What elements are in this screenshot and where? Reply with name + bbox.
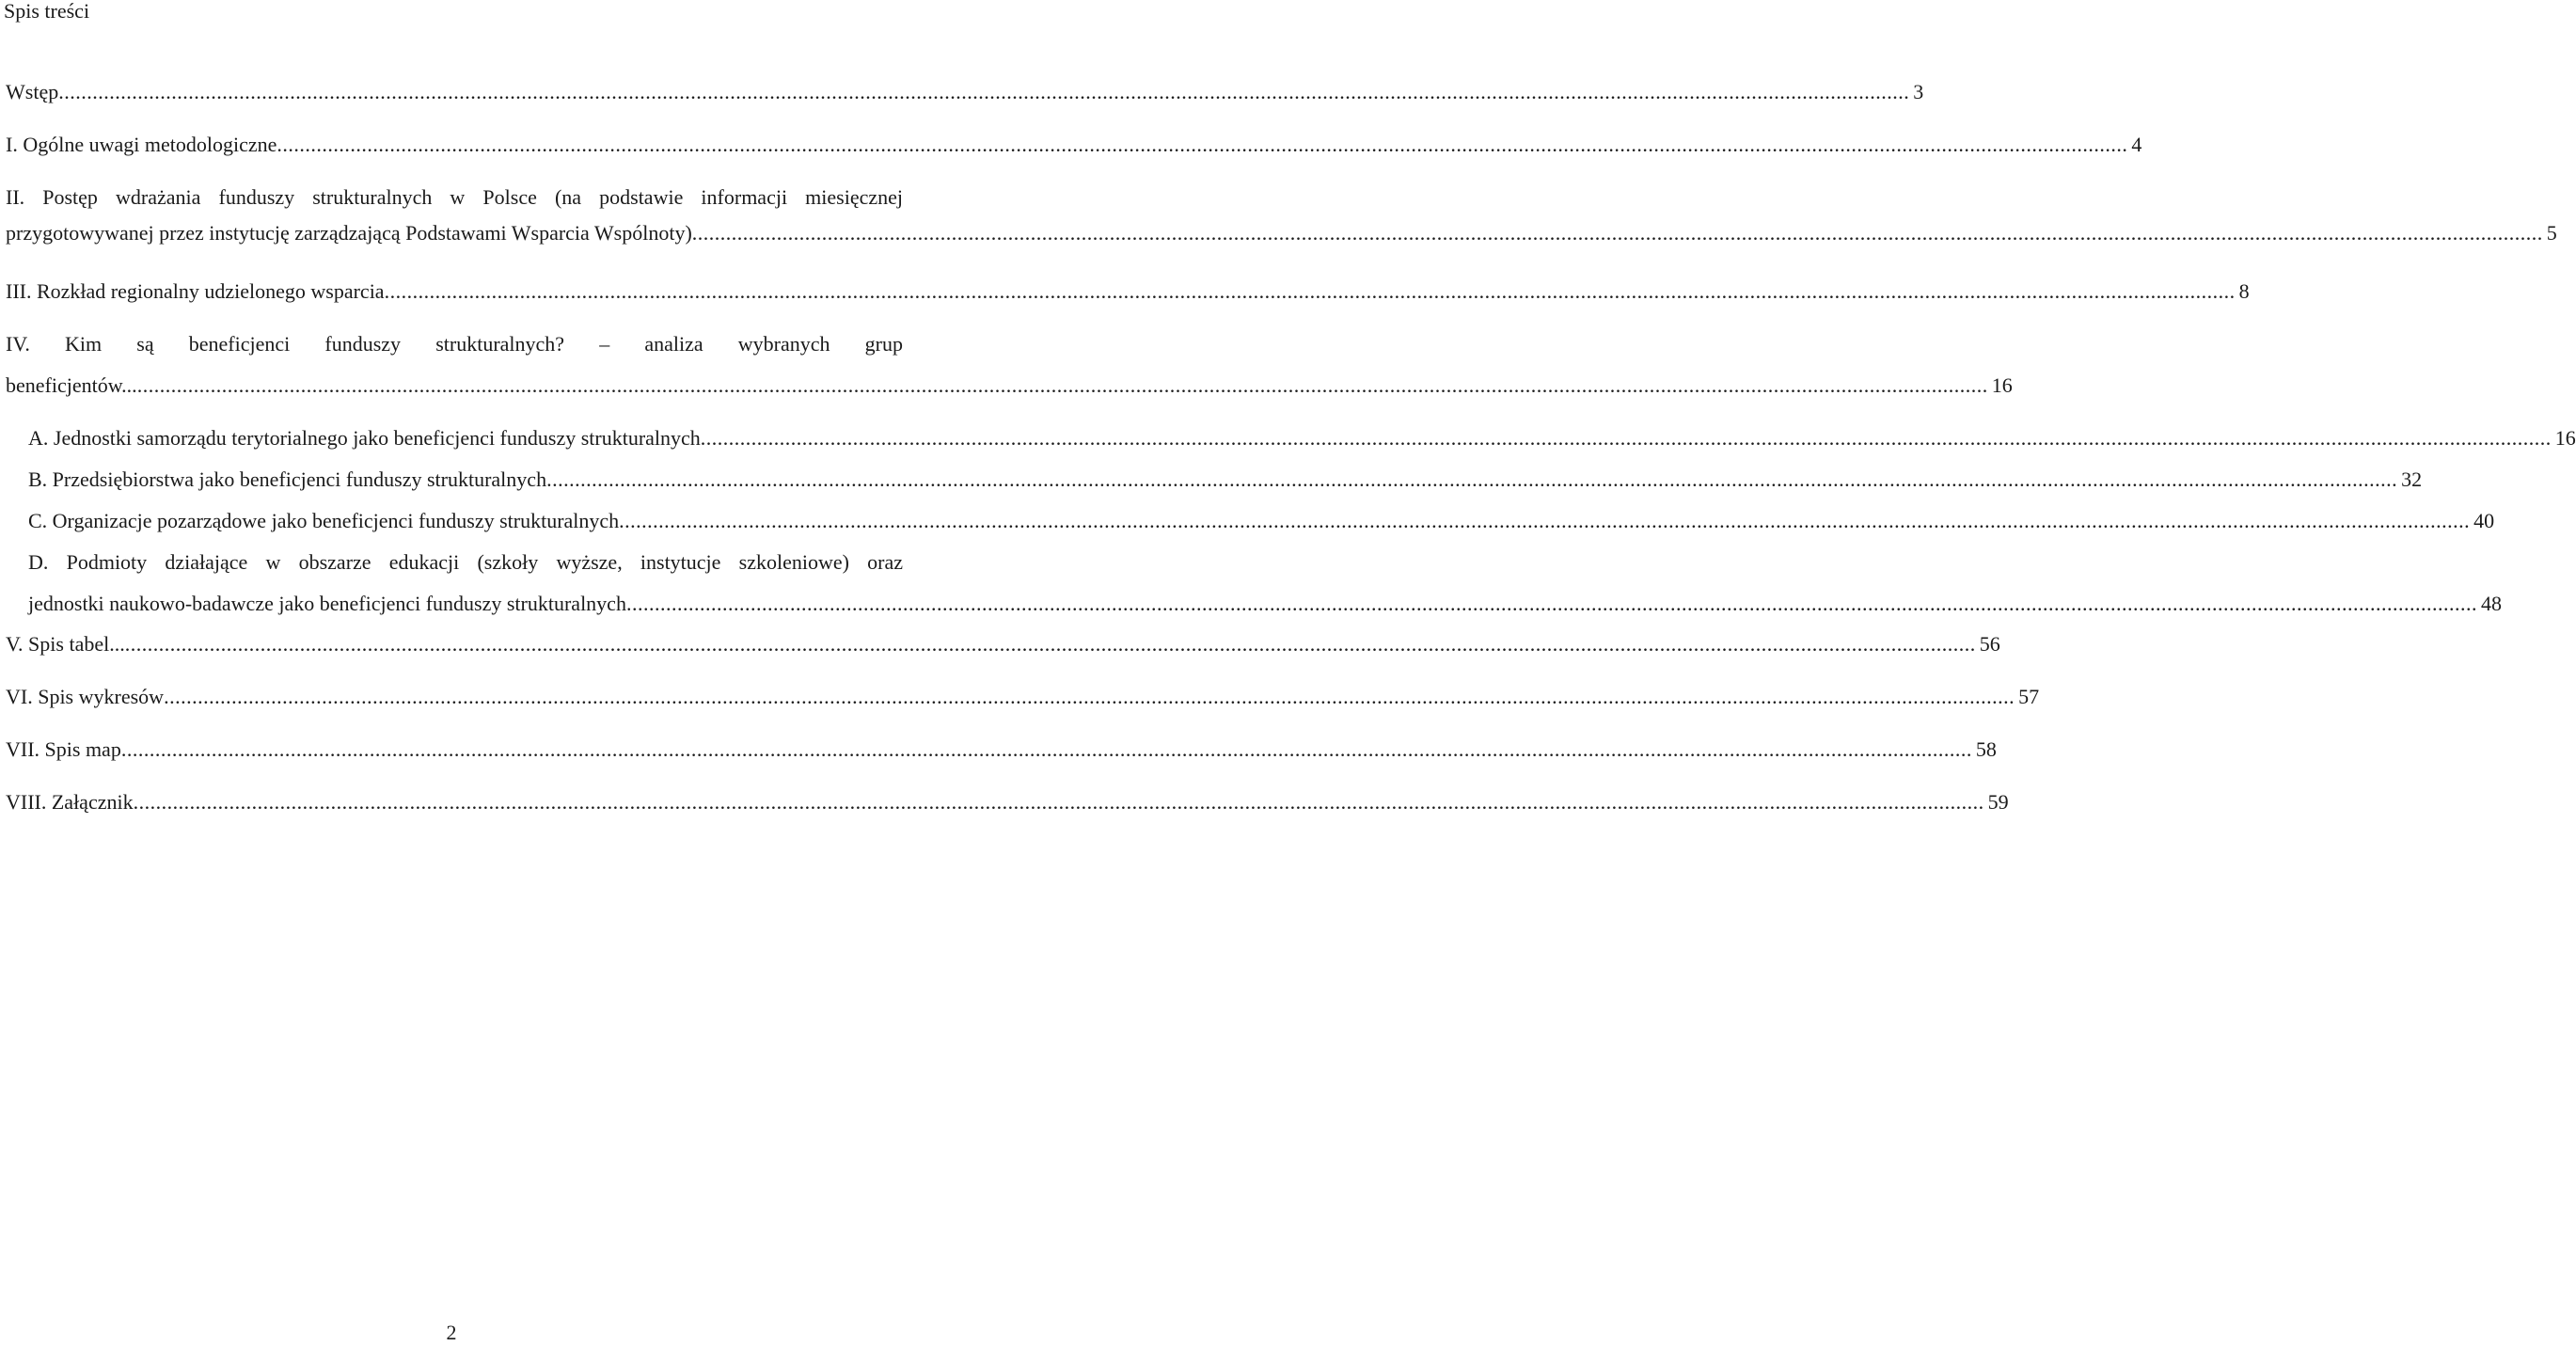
toc-entry-label-line1: II. Postęp wdrażania funduszy strukturalnych w Polsce (na podstawie informacji miesięcznej bbox=[6, 185, 903, 209]
toc-entry-label: B. Przedsiębiorstwa jako beneficjenci funduszy strukturalnych bbox=[28, 467, 547, 491]
dot-leader bbox=[701, 425, 2552, 451]
toc-entry-chapter-6[interactable] bbox=[6, 684, 2040, 710]
toc-entry-label: VIII. Załącznik bbox=[6, 790, 134, 814]
toc-entry-chapter-4[interactable] bbox=[6, 331, 2013, 399]
page-number: 2 bbox=[446, 1321, 457, 1344]
toc-entry-label: V. Spis tabel... bbox=[6, 632, 125, 656]
toc-entry-label-line1: IV. Kim są beneficjenci funduszy strukturalnych? – analiza wybranych grup bbox=[6, 332, 903, 356]
toc-entry-label: jednostki naukowo-badawcze jako beneficjenci funduszy strukturalnych bbox=[28, 592, 626, 615]
toc-page-number: 57 bbox=[2018, 685, 2040, 708]
dot-leader bbox=[164, 684, 2015, 710]
toc-page-number: 32 bbox=[2401, 467, 2423, 491]
dot-leader bbox=[385, 278, 2236, 305]
dot-leader bbox=[137, 372, 1988, 399]
toc-page-number: 3 bbox=[1913, 80, 1924, 103]
toc-entry-section-4c[interactable] bbox=[28, 508, 2495, 534]
toc-entry-label: Wstęp bbox=[6, 80, 59, 103]
dot-leader bbox=[125, 631, 1976, 657]
toc-entry-label: przygotowywanej przez instytucję zarządzającą Podstawami Wsparcia Wspólnoty) bbox=[6, 221, 692, 245]
toc-entry-section-4b[interactable] bbox=[28, 467, 2423, 493]
toc-entry-label: beneficjentów... bbox=[6, 373, 137, 397]
toc-page-number: 48 bbox=[2480, 592, 2502, 615]
toc-entry-chapter-3[interactable] bbox=[6, 278, 2250, 305]
dot-leader bbox=[626, 591, 2477, 617]
toc-entry-chapter-2[interactable] bbox=[6, 184, 2557, 246]
toc-entry-section-4d[interactable] bbox=[28, 549, 2502, 617]
toc-page-number: 16 bbox=[2554, 426, 2576, 450]
dot-leader bbox=[134, 789, 1984, 816]
toc-page-number: 59 bbox=[1987, 790, 2009, 814]
toc-entry-label: VII. Spis map bbox=[6, 737, 121, 761]
dot-leader bbox=[277, 132, 2127, 158]
toc-entry-label: VI. Spis wykresów bbox=[6, 685, 165, 708]
toc-page-number: 40 bbox=[2473, 509, 2495, 532]
dot-leader bbox=[546, 467, 2397, 493]
toc-entry-chapter-8[interactable] bbox=[6, 789, 2009, 816]
toc-entry-label: C. Organizacje pozarządowe jako beneficjenci funduszy strukturalnych bbox=[28, 509, 620, 532]
toc-page-number: 8 bbox=[2238, 279, 2250, 303]
toc-title: Spis treści bbox=[4, 0, 90, 23]
dot-leader bbox=[692, 220, 2543, 246]
toc-page-number: 5 bbox=[2546, 221, 2557, 245]
dot-leader bbox=[121, 736, 1972, 763]
toc-entry-chapter-1[interactable] bbox=[6, 132, 2142, 158]
toc-page-number: 16 bbox=[1991, 373, 2013, 397]
toc-entry-chapter-5[interactable] bbox=[6, 631, 2000, 657]
toc-entry-section-4a[interactable] bbox=[28, 425, 2576, 451]
toc-entry-label: A. Jednostki samorządu terytorialnego jako beneficjenci funduszy strukturalnych bbox=[28, 426, 701, 450]
toc-page-number: 56 bbox=[1979, 632, 2000, 656]
toc-page-number: 58 bbox=[1975, 737, 1997, 761]
dot-leader bbox=[58, 79, 1909, 105]
toc-page-number: 4 bbox=[2131, 133, 2142, 156]
toc-entry-wstep[interactable] bbox=[6, 79, 1924, 105]
toc-entry-label-line1: D. Podmioty działające w obszarze edukacji (szkoły wyższe, instytucje szkoleniowe) oraz bbox=[28, 550, 903, 574]
toc-entry-label: III. Rozkład regionalny udzielonego wsparcia bbox=[6, 279, 385, 303]
toc-entry-chapter-7[interactable] bbox=[6, 736, 1997, 763]
toc-entry-label: I. Ogólne uwagi metodologiczne bbox=[6, 133, 277, 156]
dot-leader bbox=[619, 508, 2470, 534]
